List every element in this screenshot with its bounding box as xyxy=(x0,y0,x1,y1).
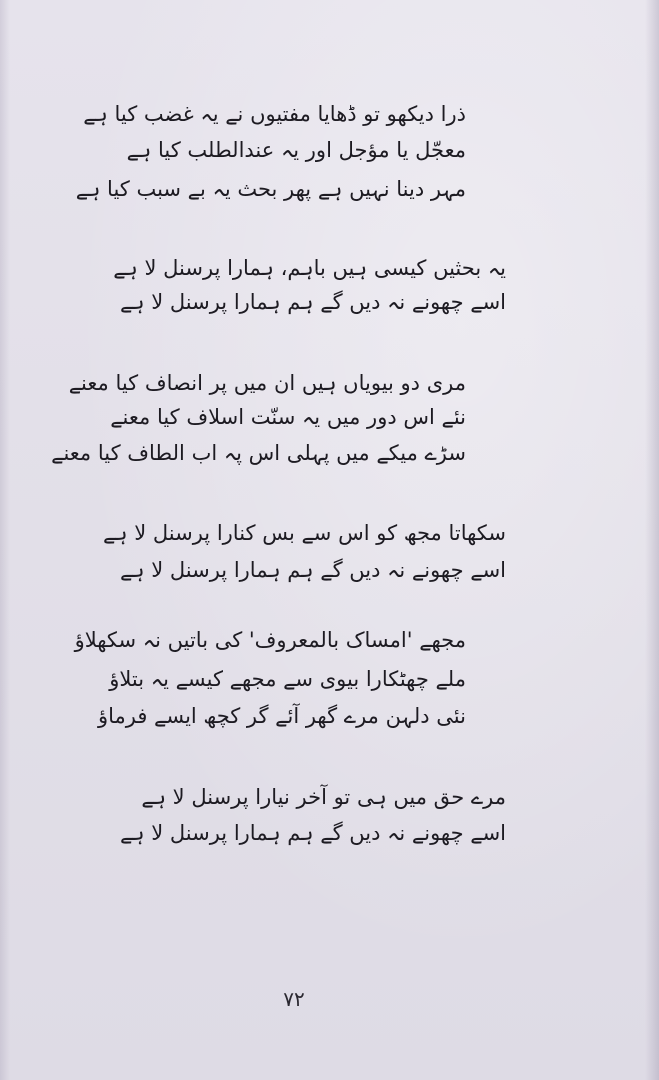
verse-line: ملے چھٹکارا بیوی سے مجھے کیسے یہ بتلاؤ xyxy=(109,667,466,691)
verse-line: نئی دلہن مرے گھر آئے گر کچھ ایسے فرماؤ xyxy=(97,704,466,728)
page-gutter-shadow xyxy=(0,0,10,1080)
page-edge-shadow xyxy=(645,0,659,1080)
verse-line: مجھے 'امساک بالمعروف' کی باتیں نہ سکھلاؤ xyxy=(74,628,466,652)
page-number: ۷۲ xyxy=(283,987,305,1011)
verse-line: معجّل یا مؤجل اور یہ عندالطلب کیا ہے xyxy=(126,138,466,162)
verse-line: مہر دینا نہیں ہے پھر بحث یہ بے سبب کیا ہے xyxy=(75,177,466,201)
verse-line: ذرا دیکھو تو ڈھایا مفتیوں نے یہ غضب کیا ہے xyxy=(83,102,466,126)
verse-line: یہ بحثیں کیسی ہیں باہم، ہمارا پرسنل لا ہے xyxy=(113,256,506,280)
verse-line: سکھاتا مجھ کو اس سے بس کنارا پرسنل لا ہے xyxy=(102,521,506,545)
verse-line: مرے حق میں ہی تو آخر نیارا پرسنل لا ہے xyxy=(141,785,506,809)
verse-line: سڑے میکے میں پہلی اس پہ اب الطاف کیا معنے xyxy=(51,441,466,465)
verse-line: اسے چھونے نہ دیں گے ہم ہمارا پرسنل لا ہے xyxy=(119,290,506,314)
verse-line: اسے چھونے نہ دیں گے ہم ہمارا پرسنل لا ہے xyxy=(119,558,506,582)
verse-line: مری دو بیویاں ہیں ان میں پر انصاف کیا معنے xyxy=(68,371,466,395)
verse-line: اسے چھونے نہ دیں گے ہم ہمارا پرسنل لا ہے xyxy=(119,821,506,845)
verse-line: نئے اس دور میں یہ سنّت اسلاف کیا معنے xyxy=(110,405,466,429)
